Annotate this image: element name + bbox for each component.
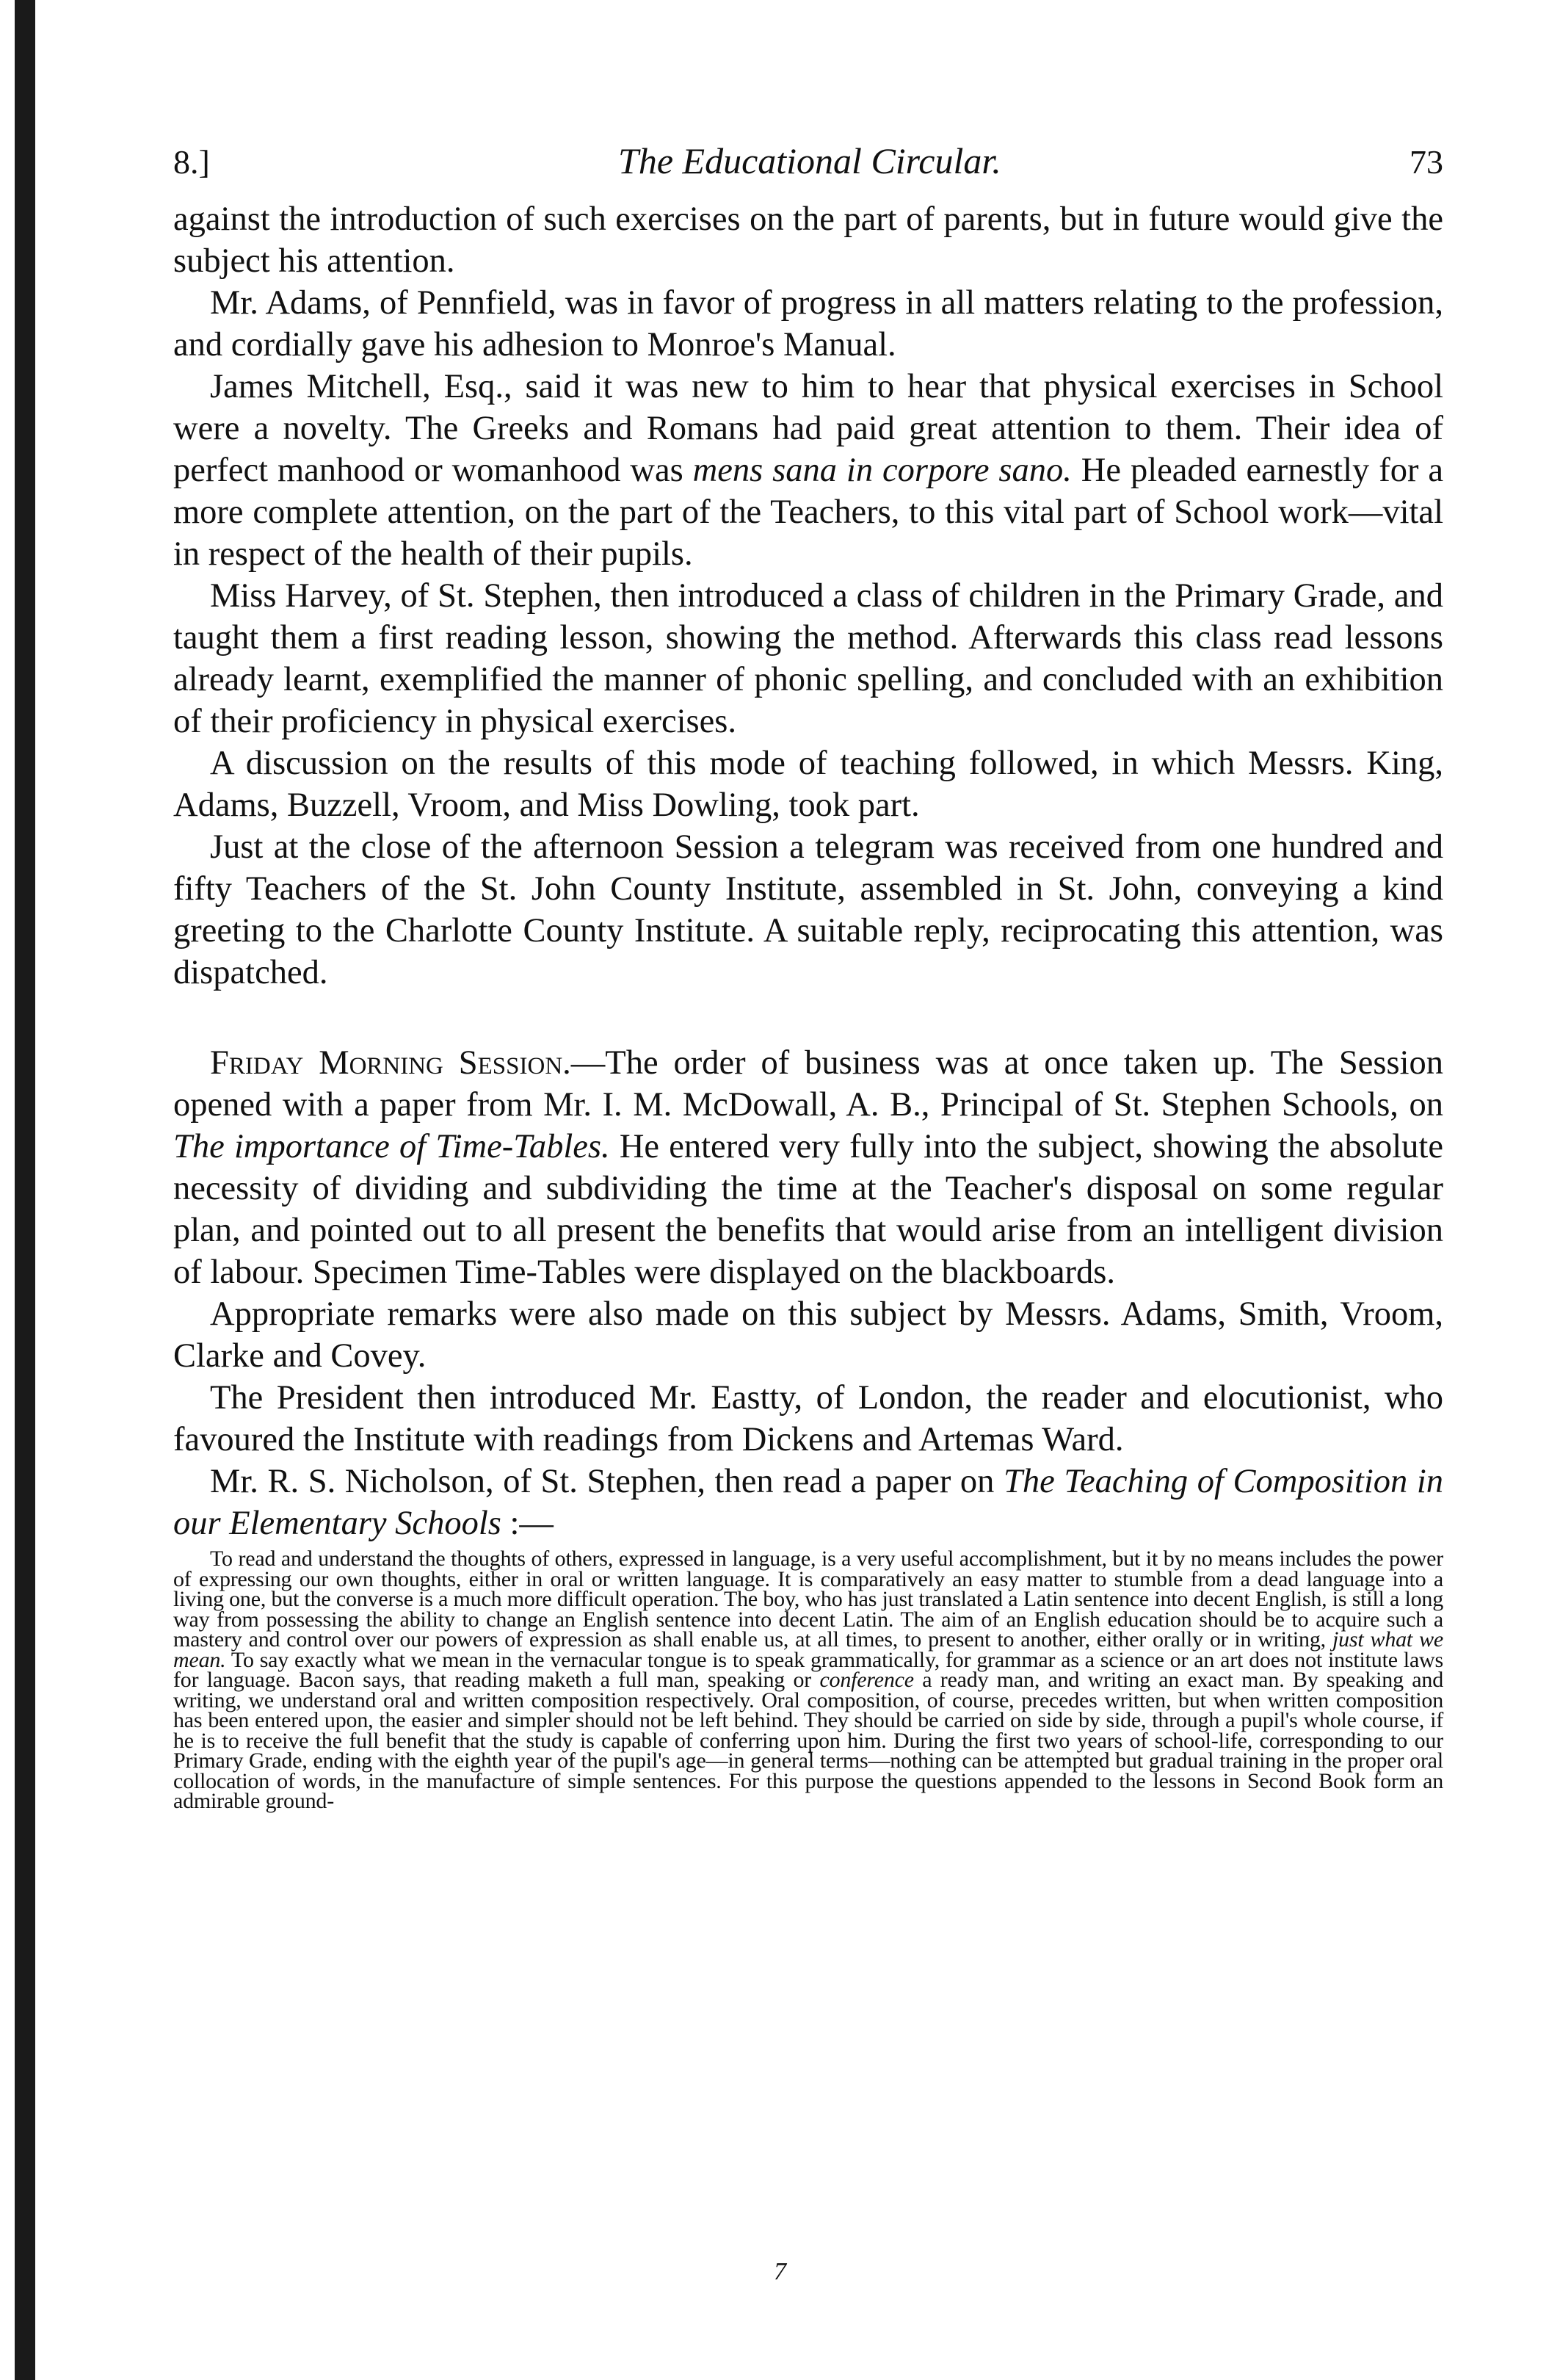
page-number: 73	[1410, 143, 1443, 181]
paragraph: Mr. Adams, of Pennfield, was in favor of progress in all matters relating to the profession, and cordially gave his adhesion to Monroe's Manual.	[173, 284, 1443, 363]
section-number: 8.]	[173, 143, 210, 181]
paper-title: The importance of Time-Tables.	[173, 1128, 610, 1165]
quoted-paragraph: To read and understand the thoughts of others, expressed in language, is a very useful accomplishment, but it by no means includes the power of expressing our own thoughts, either in oral or written language. It is comparatively an easy matter to stumble from a dead language into a living one, but the converse is a much more difficult operation. The boy, who has just translated a Latin sentence into decent English, is still a long way from possessing the ability to change an English sentence into decent Latin. The aim of an English education should be to acquire such a mastery and control over our powers of expression as shall enable us, at all times, to present to another, either orally or in writing, just what we mean. To say exactly what we mean in the vernacular tongue is to speak grammatically, for grammar as a science or an art does not institute laws for language. Bacon says, that reading maketh a full man, speaking or conference a ready man, and writing an exact man. By speaking and writing, we understand oral and written composition respectively. Oral composition, of course, precedes written, but when written composition has been entered upon, the easier and simpler should not be left behind. They should be carried on side by side, through a pupil's whole course, if he is to receive the full benefit that the study is capable of conferring upon him. During the first two years of school-life, corresponding to our Primary Grade, ending with the eighth year of the pupil's age—in general terms—nothing can be attempted but gradual training in the proper oral collocation of words, in the manufacture of simple sentences. For this purpose the questions appended to the lessons in Second Book form an admirable ground-	[173, 1547, 1443, 1813]
paragraph: Appropriate remarks were also made on this subject by Messrs. Adams, Smith, Vroom, Clarke and Covey.	[173, 1295, 1443, 1375]
page	[173, 140, 1443, 1812]
paragraph: Mr. R. S. Nicholson, of St. Stephen, then read a paper on The Teaching of Composition in our Elementary Schools :—	[173, 1463, 1444, 1542]
paper-title: The Teaching of Composition in our Elementary Schools	[173, 1463, 1444, 1542]
signature-mark: 7	[774, 2258, 786, 2285]
journal-title: The Educational Circular.	[618, 140, 1001, 181]
paragraph: A discussion on the results of this mode of teaching followed, in which Messrs. King, Adams, Buzzell, Vroom, and Miss Dowling, took part.	[173, 745, 1443, 824]
paragraph: Miss Harvey, of St. Stephen, then introduced a class of children in the Primary Grade, and taught them a first reading lesson, showing the method. Afterwards this class read lessons already learnt, exemplified the manner of phonic spelling, and concluded with an exhibition of their proficiency in physical exercises.	[173, 577, 1443, 740]
session-heading: Friday Morning Session.	[210, 1044, 571, 1082]
binding-edge	[15, 0, 35, 2380]
paragraph: Friday Morning Session.—The order of business was at once taken up. The Session opened with a paper from Mr. I. M. McDowall, A. B., Principal of St. Stephen Schools, on The importance of Time-Tables. He entered very fully into the subject, showing the absolute necessity of dividing and subdividing the time at the Teacher's disposal on some regular plan, and pointed out to all present the benefits that would arise from an intelligent division of labour. Specimen Time-Tables were displayed on the blackboards.	[173, 1044, 1443, 1291]
paragraph: The President then introduced Mr. Eastty, of London, the reader and elocutionist, who favoured the Institute with readings from Dickens and Artemas Ward.	[173, 1379, 1443, 1458]
paragraph: against the introduction of such exercises on the part of parents, but in future would give the subject his attention.	[173, 200, 1443, 280]
paragraph: Just at the close of the afternoon Session a telegram was received from one hundred and fifty Teachers of the St. John County Institute, assembled in St. John, conveying a kind greeting to the Charlotte County Institute. A suitable reply, reciprocating this attention, was dispatched.	[173, 828, 1443, 991]
latin-phrase: mens sana in corpore sano.	[692, 452, 1072, 489]
body-text	[173, 198, 1443, 1544]
quoted-paper	[173, 1549, 1443, 1812]
running-head	[173, 140, 1443, 198]
paragraph: James Mitchell, Esq., said it was new to him to hear that physical exercises in School were a novelty. The Greeks and Romans had paid great attention to them. Their idea of perfect manhood or womanhood was mens sana in corpore sano. He pleaded earnestly for a more complete attention, on the part of the Teachers, to this vital part of School work—vital in respect of the health of their pupils.	[173, 368, 1443, 573]
